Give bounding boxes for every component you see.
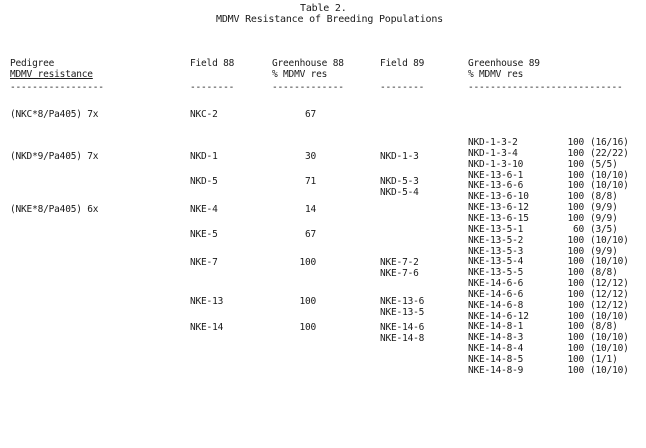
field89-cell: NKE-13-6 xyxy=(380,296,425,307)
field88-cell: NKE-5 xyxy=(190,229,218,240)
gh89-count: (10/10) xyxy=(590,332,629,344)
gh89-line: NKE-13-5-3 xyxy=(468,245,524,257)
header-pedigree-sub: MDMV resistance xyxy=(10,69,93,80)
gh89-count: (10/10) xyxy=(590,180,629,192)
gh89-percent: 100 xyxy=(567,354,584,365)
gh89-count: (9/9) xyxy=(590,202,618,214)
field89-cell: NKD-5-4 xyxy=(380,187,419,198)
gh89-count: (8/8) xyxy=(590,267,618,279)
gh89-percent: 100 xyxy=(567,332,584,344)
field89-cell: NKE-7-6 xyxy=(380,268,419,279)
gh89-line: NKE-13-5-5 xyxy=(468,267,524,279)
gh89-count: (10/10) xyxy=(590,169,629,181)
gh89-count: (10/10) xyxy=(590,343,629,355)
gh89-count: (9/9) xyxy=(590,212,618,224)
pedigree-cell: (NKE*8/Pa405) 6x xyxy=(10,204,99,215)
gh89-line: NKE-14-8-3 xyxy=(468,332,524,344)
gh89-line: NKE-14-6-6 xyxy=(468,278,524,289)
field88-cell: NKC-2 xyxy=(190,109,218,120)
gh89-count: (8/8) xyxy=(590,321,618,333)
gh89-line: NKD-1-3-4 xyxy=(468,147,518,159)
gh89-percent: 100 xyxy=(567,234,584,246)
gh89-percent: 100 xyxy=(567,212,584,224)
field88-cell: NKD-1 xyxy=(190,151,218,162)
pedigree-cell: (NKD*9/Pa405) 7x xyxy=(10,151,99,162)
gh89-percent: 100 xyxy=(567,321,584,333)
header-field88-rule: -------- xyxy=(190,82,235,93)
gh89-percent: 100 xyxy=(567,158,584,170)
gh89-percent: 100 xyxy=(567,245,584,257)
gh89-count: (12/12) xyxy=(590,288,629,300)
field89-cell: NKD-5-3 xyxy=(380,176,419,187)
gh89-line: NKE-14-8-4 xyxy=(468,343,524,355)
gh89-count: (16/16) xyxy=(590,137,629,148)
header-pedigree-rule: ----------------- xyxy=(10,82,104,93)
header-gh89-sub: % MDMV res xyxy=(468,69,524,80)
field88-cell: NKE-13 xyxy=(190,296,224,307)
gh89-percent: 100 xyxy=(567,288,584,300)
field89-cell: NKD-1-3 xyxy=(380,151,419,162)
gh88-cell: 71 xyxy=(304,176,316,187)
gh89-count: (10/10) xyxy=(590,364,629,376)
header-field89-rule: -------- xyxy=(380,82,425,93)
gh89-percent: 100 xyxy=(567,310,584,322)
gh89-count: (3/5) xyxy=(590,223,618,235)
gh89-line: NKE-13-6-1 xyxy=(468,169,524,181)
field88-cell: NKD-5 xyxy=(190,176,218,187)
gh89-percent: 100 xyxy=(567,343,584,355)
gh89-percent: 100 xyxy=(567,278,584,289)
gh88-cell: 30 xyxy=(304,151,316,162)
gh89-line: NKE-13-6-10 xyxy=(468,191,529,203)
gh88-cell: 67 xyxy=(304,109,316,120)
gh89-line: NKE-13-5-2 xyxy=(468,234,524,246)
gh88-cell: 100 xyxy=(299,257,316,268)
gh89-percent: 100 xyxy=(567,256,584,268)
gh89-count: (10/10) xyxy=(590,234,629,246)
table-title: MDMV Resistance of Breeding Populations xyxy=(216,14,443,25)
gh89-count: (5/5) xyxy=(590,158,618,170)
gh89-line: NKE-13-5-4 xyxy=(468,256,524,268)
gh89-line: NKE-13-5-1 xyxy=(468,223,524,235)
gh89-percent: 100 xyxy=(567,364,584,376)
header-gh89: Greenhouse 89 xyxy=(468,58,540,69)
header-gh88: Greenhouse 88 xyxy=(272,58,344,69)
gh89-count: (22/22) xyxy=(590,147,629,159)
field88-cell: NKE-4 xyxy=(190,204,218,215)
gh89-count: (10/10) xyxy=(590,310,629,322)
gh89-line: NKE-13-6-12 xyxy=(468,202,529,214)
gh89-count: (9/9) xyxy=(590,245,618,257)
header-field88: Field 88 xyxy=(190,58,235,69)
gh89-count: (12/12) xyxy=(590,278,629,289)
gh89-line: NKE-13-6-15 xyxy=(468,212,529,224)
gh89-percent: 100 xyxy=(567,202,584,214)
header-pedigree: Pedigree xyxy=(10,58,55,69)
field89-cell: NKE-14-6 xyxy=(380,322,425,333)
gh89-count: (8/8) xyxy=(590,191,618,203)
gh89-line: NKE-14-6-8 xyxy=(468,299,524,311)
gh89-line: NKE-14-6-6 xyxy=(468,288,524,300)
pedigree-cell: (NKC*8/Pa405) 7x xyxy=(10,109,99,120)
field88-cell: NKE-14 xyxy=(190,322,224,333)
gh89-percent: 60 xyxy=(572,223,584,235)
gh89-percent: 100 xyxy=(567,180,584,192)
gh89-line: NKE-14-8-5 xyxy=(468,354,524,365)
gh89-percent: 100 xyxy=(567,147,584,159)
gh89-count: (10/10) xyxy=(590,256,629,268)
gh89-percent: 100 xyxy=(567,137,584,148)
gh89-line: NKE-14-8-9 xyxy=(468,364,524,376)
field89-cell: NKE-13-5 xyxy=(380,307,425,318)
gh88-cell: 14 xyxy=(304,204,316,215)
header-gh89-rule: ---------------------------- xyxy=(468,82,623,93)
gh89-line: NKD-1-3-2 xyxy=(468,137,518,148)
gh88-cell: 100 xyxy=(299,322,316,333)
gh89-line: NKD-1-3-10 xyxy=(468,158,524,170)
gh88-cell: 67 xyxy=(304,229,316,240)
field89-cell: NKE-14-8 xyxy=(380,333,425,344)
field88-cell: NKE-7 xyxy=(190,257,218,268)
gh89-line: NKE-13-6-6 xyxy=(468,180,524,192)
gh89-line: NKE-14-8-1 xyxy=(468,321,524,333)
table-number: Table 2. xyxy=(300,3,347,14)
gh89-percent: 100 xyxy=(567,267,584,279)
gh89-percent: 100 xyxy=(567,169,584,181)
gh88-cell: 100 xyxy=(299,296,316,307)
gh89-count: (12/12) xyxy=(590,299,629,311)
field89-cell: NKE-7-2 xyxy=(380,257,419,268)
gh89-count: (1/1) xyxy=(590,354,618,365)
header-field89: Field 89 xyxy=(380,58,425,69)
gh89-line: NKE-14-6-12 xyxy=(468,310,529,322)
gh89-percent: 100 xyxy=(567,191,584,203)
header-gh88-rule: ------------- xyxy=(272,82,344,93)
gh89-percent: 100 xyxy=(567,299,584,311)
header-gh88-sub: % MDMV res xyxy=(272,69,328,80)
